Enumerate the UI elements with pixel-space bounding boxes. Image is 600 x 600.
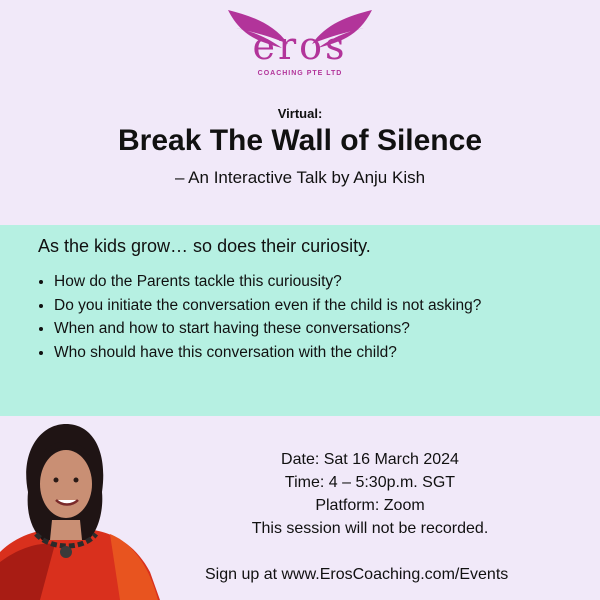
topics-lead: As the kids grow… so does their curiosity.	[38, 236, 371, 256]
brand-subtitle: COACHING PTE LTD	[257, 70, 343, 77]
recording-note: This session will not be recorded.	[251, 520, 489, 537]
event-details	[225, 448, 515, 540]
event-date: Date: Sat 16 March 2024	[281, 451, 459, 468]
speaker-photo	[0, 422, 160, 600]
list-item: • How do the Parents tackle this curiousity?	[54, 271, 594, 293]
event-time: Time: 4 – 5:30p.m. SGT	[284, 474, 456, 491]
brand-name: eros	[252, 24, 348, 68]
event-platform: Platform: Zoom	[315, 497, 425, 514]
event-kicker: Virtual:	[277, 106, 323, 121]
list-item: • When and how to start having these conversations?	[54, 318, 594, 340]
list-item: • Who should have this conversation with the child?	[54, 342, 594, 364]
signup-link[interactable]: Sign up at www.ErosCoaching.com/Events	[205, 566, 509, 583]
event-subtitle: – An Interactive Talk by Anju Kish	[174, 168, 426, 187]
brand-logo	[0, 6, 600, 84]
list-item: • Do you initiate the conversation even if the child is not asking?	[54, 295, 594, 317]
topics-list	[34, 271, 594, 365]
event-title: Break The Wall of Silence	[118, 124, 482, 157]
